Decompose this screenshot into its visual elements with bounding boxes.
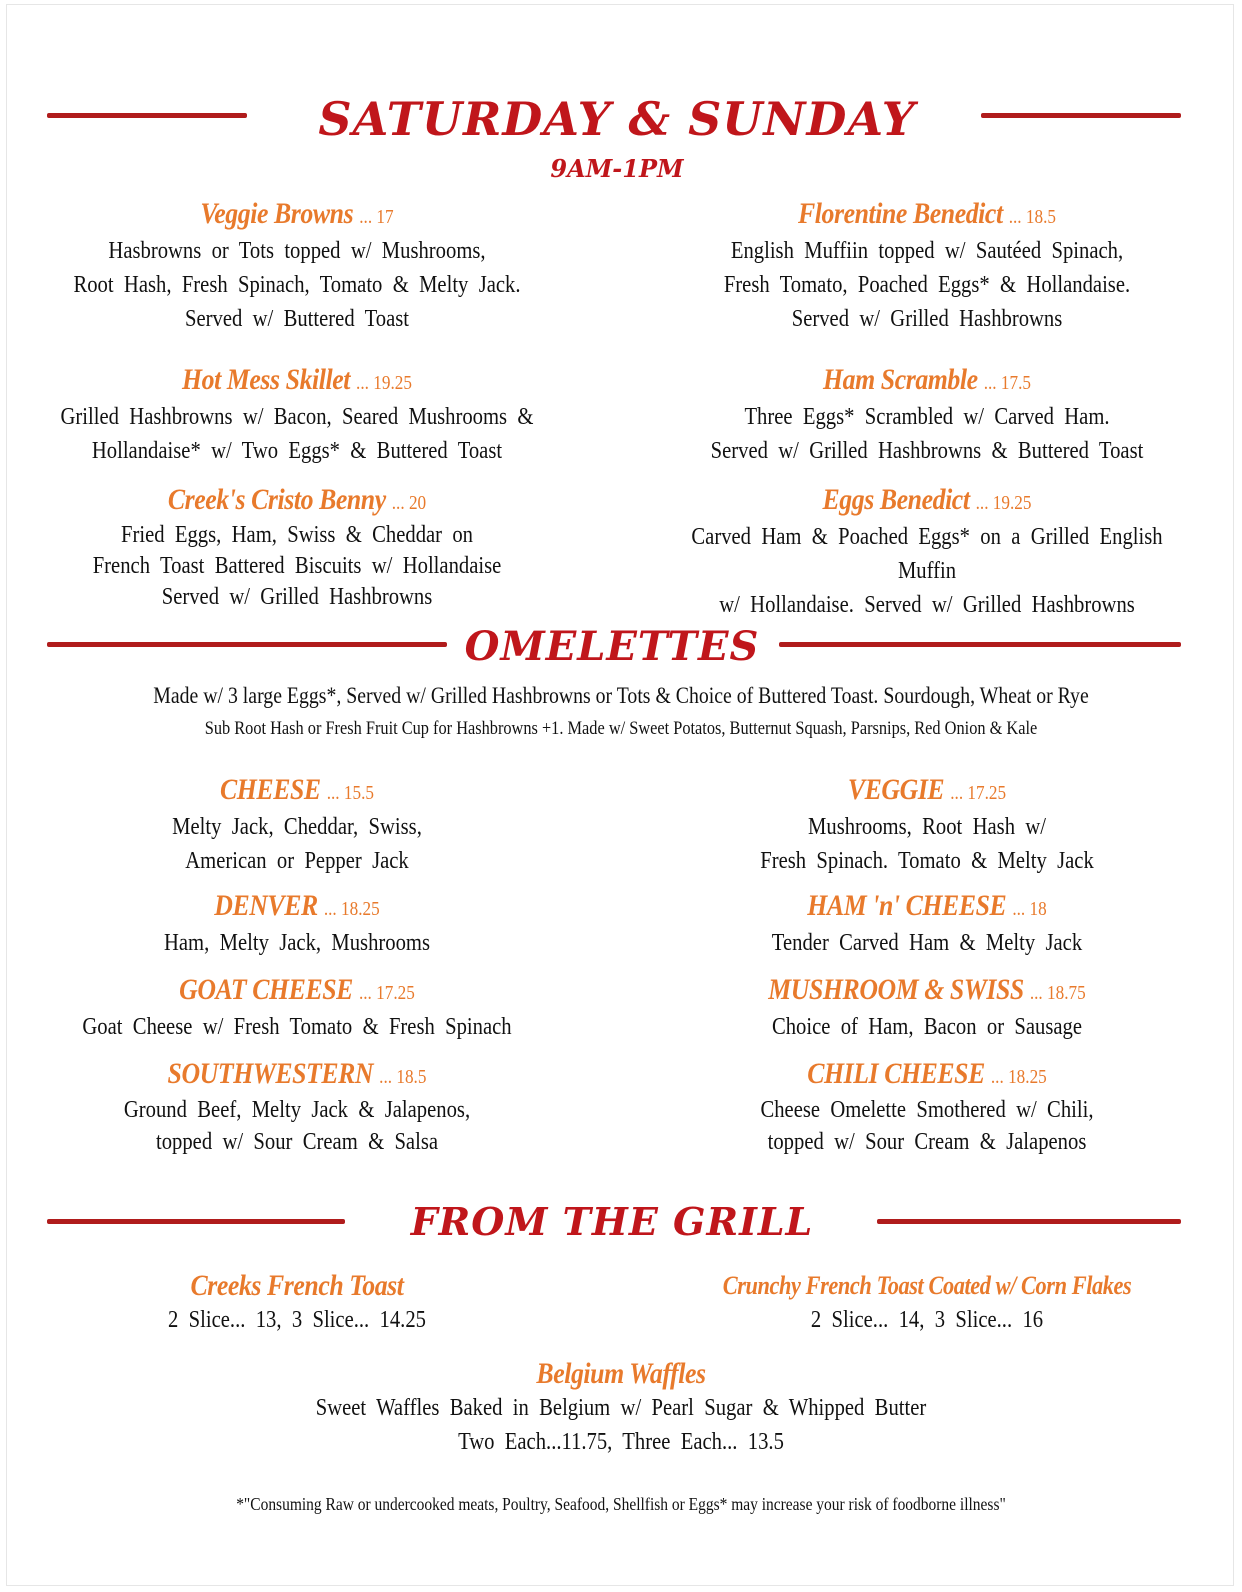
item-title: Creek's Cristo Benny ... 20 — [167, 483, 427, 516]
item-title: HAM 'n' CHEESE ... 18 — [807, 889, 1047, 922]
omelette-mushroom-swiss — [657, 973, 1197, 1044]
grill-title: FROM THE GRILL — [410, 1199, 814, 1244]
menu-item-creeks-cristo-benny — [27, 483, 567, 613]
item-title: CHILI CHEESE ... 18.25 — [807, 1057, 1047, 1090]
header-rule-right — [981, 113, 1181, 118]
omelette-goat-cheese — [27, 973, 567, 1044]
item-title: Creeks French Toast — [190, 1269, 404, 1302]
menu-item-veggie-browns — [27, 197, 567, 336]
item-title: Veggie Browns ... 17 — [200, 197, 394, 230]
omelette-chili-cheese — [657, 1057, 1197, 1158]
item-description: Melty Jack, Cheddar, Swiss, American or Pepper Jack — [172, 814, 422, 874]
omelettes-rule-left — [47, 642, 447, 647]
weekend-hours: 9AM-1PM — [550, 154, 684, 183]
omelette-veggie — [657, 773, 1197, 878]
grill-crunchy-french-toast — [627, 1269, 1227, 1337]
item-title: Hot Mess Skillet ... 19.25 — [182, 363, 412, 396]
item-description: Fried Eggs, Ham, Swiss & Cheddar on French Toast Battered Biscuits w/ Hollandaise Served w/ Grilled Hashbrowns — [92, 522, 502, 610]
item-description: Cheese Omelette Smothered w/ Chili, topped w/ Sour Cream & Jalapenos — [760, 1097, 1094, 1155]
item-title: VEGGIE ... 17.25 — [847, 773, 1007, 806]
omelette-ham-n-cheese — [657, 889, 1197, 960]
item-description: Choice of Ham, Bacon or Sausage — [771, 1014, 1083, 1040]
omelette-cheese — [27, 773, 567, 878]
omelette-denver — [27, 889, 567, 960]
item-title: MUSHROOM & SWISS ... 18.75 — [768, 973, 1086, 1006]
item-title: Florentine Benedict ... 18.5 — [798, 197, 1056, 230]
menu-item-ham-scramble — [657, 363, 1197, 468]
item-description: Mushrooms, Root Hash w/ Fresh Spinach. Tomato & Melty Jack — [760, 814, 1094, 874]
grill-belgium-waffles — [251, 1357, 991, 1459]
item-description: English Muffiin topped w/ Sautéed Spinach, Fresh Tomato, Poached Eggs* & Hollandaise. Served w/ Grilled Hashbrowns — [723, 238, 1131, 332]
grill-rule-left — [47, 1219, 345, 1224]
omelettes-intro: Made w/ 3 large Eggs*, Served w/ Grilled Hashbrowns or Tots & Choice of Buttered Toast. Sourdough, Wheat or Rye — [153, 683, 1089, 708]
header-rule-left — [47, 113, 247, 118]
foodborne-illness-warning: *"Consuming Raw or undercooked meats, Poultry, Seafood, Shellfish or Eggs* may increase your risk of foodborne illness" — [236, 1494, 1006, 1514]
item-description: Ground Beef, Melty Jack & Jalapenos, topped w/ Sour Cream & Salsa — [123, 1097, 471, 1155]
item-title: DENVER ... 18.25 — [214, 889, 380, 922]
item-description: Ham, Melty Jack, Mushrooms — [163, 930, 431, 956]
item-description: Tender Carved Ham & Melty Jack — [771, 930, 1083, 956]
menu-item-eggs-benedict — [627, 483, 1227, 622]
omelette-southwestern — [27, 1057, 567, 1158]
grill-creeks-french-toast — [27, 1269, 567, 1337]
item-title: Ham Scramble ... 17.5 — [823, 363, 1031, 396]
item-title: Crunchy French Toast Coated w/ Corn Flakes — [722, 1271, 1132, 1300]
menu-page — [6, 4, 1234, 1586]
menu-item-florentine-benedict — [657, 197, 1197, 336]
item-description: 2 Slice... 14, 3 Slice... 16 — [810, 1307, 1044, 1333]
grill-rule-right — [877, 1219, 1181, 1224]
omelettes-sub-note: Sub Root Hash or Fresh Fruit Cup for Hashbrowns +1. Made w/ Sweet Potatos, Butternut Squash, Parsnips, Red Onion & Kale — [204, 718, 1038, 739]
item-description: 2 Slice... 13, 3 Slice... 14.25 — [168, 1307, 426, 1333]
item-description: Goat Cheese w/ Fresh Tomato & Fresh Spinach — [82, 1014, 512, 1040]
item-description: Hasbrowns or Tots topped w/ Mushrooms, Root Hash, Fresh Spinach, Tomato & Melty Jack. Served w/ Buttered Toast — [73, 238, 521, 332]
item-title: SOUTHWESTERN ... 18.5 — [167, 1057, 427, 1090]
item-title: CHEESE ... 15.5 — [220, 773, 374, 806]
menu-item-hot-mess-skillet — [7, 363, 587, 468]
omelettes-rule-right — [779, 642, 1181, 647]
item-description: Three Eggs* Scrambled w/ Carved Ham. Served w/ Grilled Hashbrowns & Buttered Toast — [710, 404, 1144, 464]
omelettes-title: OMELETTES — [464, 623, 760, 670]
item-description: Grilled Hashbrowns w/ Bacon, Seared Mushrooms & Hollandaise* w/ Two Eggs* & Buttered Toast — [60, 404, 534, 464]
item-description: Sweet Waffles Baked in Belgium w/ Pearl Sugar & Whipped Butter Two Each...11.75, Three Each... 13.5 — [315, 1395, 927, 1455]
item-title: Belgium Waffles — [536, 1357, 706, 1390]
item-title: Eggs Benedict ... 19.25 — [822, 483, 1032, 516]
item-title: GOAT CHEESE ... 17.25 — [179, 973, 415, 1006]
weekend-title: SATURDAY & SUNDAY — [318, 92, 916, 146]
item-description: Carved Ham & Poached Eggs* on a Grilled English Muffin w/ Hollandaise. Served w/ Grilled Hashbrowns — [691, 524, 1163, 618]
